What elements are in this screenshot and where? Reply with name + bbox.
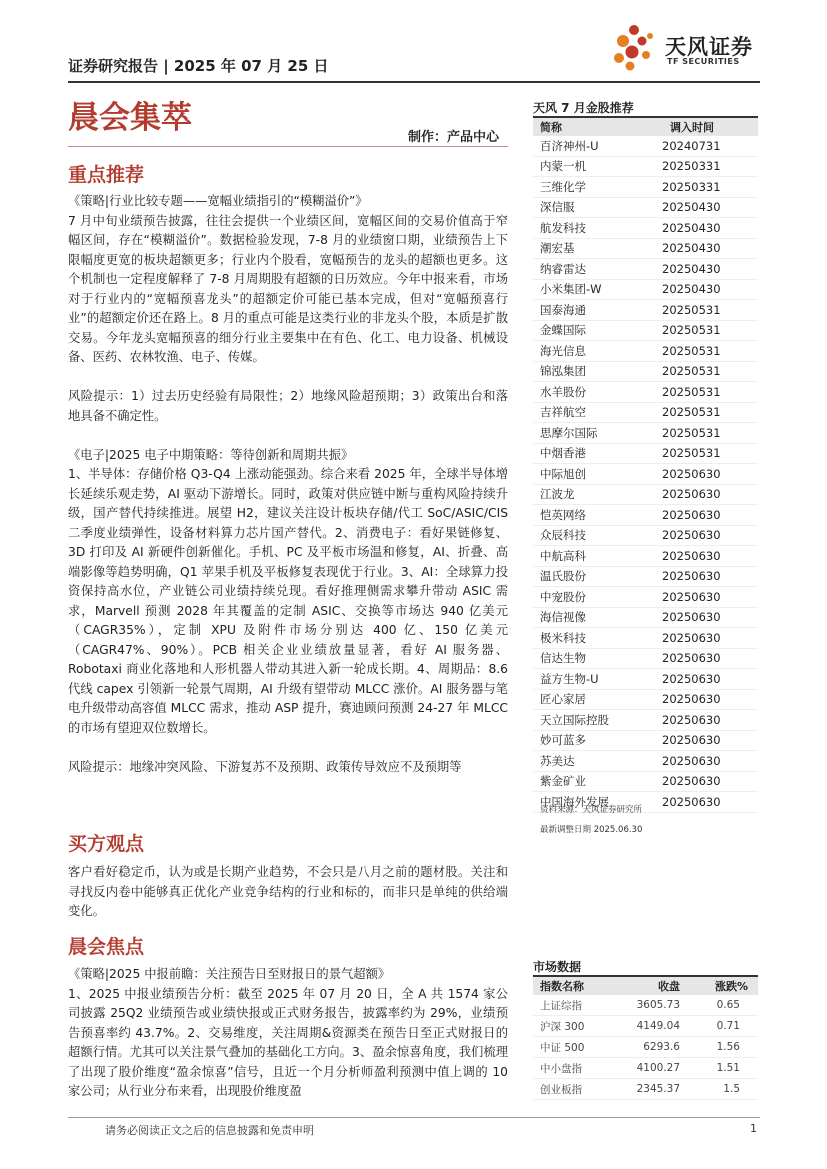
stock-date: 20250531 [662,405,721,420]
table-row [533,403,758,424]
stock-date: 20250531 [662,364,721,379]
stock-date: 20250531 [662,446,721,461]
table-row [533,751,758,772]
table-row [533,1058,758,1079]
index-close: 4100.27 [636,1062,680,1074]
table-row [533,772,758,793]
stock-name: 水羊股份 [540,384,586,399]
stock-name: 思摩尔国际 [540,425,598,440]
stock-name: 天立国际控股 [540,712,609,727]
table-row [533,567,758,588]
index-change: 1.5 [723,1083,740,1095]
stock-name: 中际旭创 [540,466,586,481]
table-row [533,587,758,608]
stock-name: 极米科技 [540,630,586,645]
index-change: 0.65 [716,999,740,1011]
stock-date: 20250630 [662,589,721,604]
gold-stocks-updated: 最新调整日期 2025.06.30 [540,825,643,835]
stock-name: 国泰海通 [540,302,586,317]
table-row [533,690,758,711]
index-name: 沪深 300 [540,1020,585,1033]
table-row [533,280,758,301]
stock-name: 吉祥航空 [540,405,586,420]
table-row [533,546,758,567]
stock-name: 中烟香港 [540,446,586,461]
paragraph: 客户看好稳定币，认为或是长期产业趋势，不会只是八月之前的题材股。关注和寻找反内卷中能够真正优化产业竞争结构的行业和标的，而非只是单纯的供给端变化。 [68,865,508,918]
stock-date: 20240731 [662,138,721,153]
stock-name: 海光信息 [540,343,586,358]
table-row [533,198,758,219]
stock-date: 20250331 [662,179,721,194]
stock-date: 20250430 [662,241,721,256]
stock-date: 20250630 [662,712,721,727]
table-row [533,300,758,321]
section-body-key [68,192,508,777]
index-close: 2345.37 [636,1083,680,1095]
table-row [533,608,758,629]
stock-date: 20250630 [662,671,721,686]
paragraph: 《策略|2025 中报前瞻：关注预告日至财报日的景气超额》 [68,967,391,981]
stock-name: 内蒙一机 [540,159,586,174]
stock-date: 20250531 [662,384,721,399]
stock-name: 紫金矿业 [540,774,586,789]
stock-name: 中航高科 [540,548,586,563]
table-row [533,423,758,444]
table-row [533,218,758,239]
table-row [533,649,758,670]
header-date: 调入时间 [670,121,714,134]
stock-date: 20250630 [662,753,721,768]
stock-date: 20250630 [662,466,721,481]
index-name: 上证综指 [540,999,582,1012]
table-row [533,1079,758,1100]
footer-divider [68,1117,760,1118]
table-row [533,505,758,526]
paragraph: 风险提示：1）过去历史经验有局限性；2）地缘风险超预期；3）政策出台和落地具备不确定性。 [68,389,508,423]
stock-date: 20250630 [662,507,721,522]
paragraph-spacer [68,738,508,758]
stock-date: 20250531 [662,343,721,358]
stock-date: 20250630 [662,548,721,563]
stock-date: 20250630 [662,794,721,809]
paragraph: 7 月中旬业绩预告披露，往往会提供一个业绩区间，宽幅区间的交易价值高于窄幅区间，存在“模糊溢价”。数据检验发现，7-8 月的业绩窗口期，业绩预告上下限幅度更宽的板块超额更多；行业内个股看，宽幅预告的龙头的超额也更多。这个机制也一定程度解释了 7-8 月周期股有超额的日历效应。今年中报来看，市场对于行业内的“宽幅预喜龙头”的超额定价可能已基本完成，但对“宽幅预喜行业”的超额定价还在路上。8 月的重点可能是这类行业的非龙头个股，本质是扩散交易。今年龙头宽幅预喜的细分行业主要集中在有色、化工、电力设备、机械设备、医药、农林牧渔、电子、传媒。 [68,213,508,364]
market-table [533,977,758,1100]
title-divider [68,146,508,147]
table-row [533,362,758,383]
stock-name: 匠心家居 [540,692,586,707]
section-body-view [68,863,508,922]
stock-rows [533,136,758,813]
stock-date: 20250531 [662,323,721,338]
stock-date: 20250430 [662,220,721,235]
table-row [533,1037,758,1058]
author: 制作：产品中心 [408,130,500,145]
stock-name: 信达生物 [540,651,586,666]
paragraph: 风险提示：地缘冲突风险、下游复苏不及预期、政策传导效应不及预期等 [68,759,462,774]
stock-date: 20250430 [662,200,721,215]
table-row [533,321,758,342]
table-row [533,382,758,403]
index-name: 创业板指 [540,1083,582,1096]
stock-date: 20250630 [662,528,721,543]
index-name: 中小盘指 [540,1062,582,1075]
index-close: 3605.73 [636,999,680,1011]
stock-name: 航发科技 [540,220,586,235]
stock-date: 20250430 [662,261,721,276]
market-title: 市场数据 [533,960,582,974]
header-change: 涨跌% [714,980,748,993]
logo-name-en: TF SECURITIES [667,57,740,66]
stock-name: 江波龙 [540,487,575,502]
index-change: 1.56 [716,1041,740,1053]
header-name: 简称 [540,121,562,134]
stock-name: 益方生物-U [540,671,599,686]
stock-date: 20250630 [662,487,721,502]
stock-name: 锦泓集团 [540,364,586,379]
table-row [533,731,758,752]
stock-name: 妙可蓝多 [540,733,586,748]
section-title-view: 买方观点 [68,833,145,855]
table-header [533,977,758,995]
table-row [533,526,758,547]
logo-name-cn: 天风证券 [665,35,753,59]
stock-date: 20250630 [662,774,721,789]
tf-logo-icon [610,22,660,74]
stock-date: 20250630 [662,569,721,584]
paragraph-spacer [68,368,508,388]
index-close: 6293.6 [643,1041,680,1053]
section-title-focus: 晨会焦点 [68,936,145,958]
index-close: 4149.04 [636,1020,680,1032]
paragraph: 1、2025 中报业绩预告分析：截至 2025 年 07 月 20 日，全 A 共 1574 家公司披露 25Q2 业绩预告或业绩快报或正式财务报告，披露率约为 29%，业绩预告预喜率约 43.7%。2、交易维度，关注周期&资源类在预告日至正式财报日的超额行情。尤其可以关注景气叠加的基础化工方向。3、盈余惊喜角度，我们梳理了出现了股价维度“盈余惊喜”信号，且近一个月分析师盈利预测中值上调的 10 家公司；从行业分布来看，出现股价维度盈 [68,986,508,1098]
stock-name: 三维化学 [540,179,586,194]
header-close: 收盘 [658,980,680,993]
table-row [533,485,758,506]
stock-date: 20250630 [662,630,721,645]
table-row [533,444,758,465]
footer-disclaimer: 请务必阅读正文之后的信息披露和免责申明 [105,1124,314,1137]
table-row [533,669,758,690]
table-row [533,464,758,485]
stock-name: 恺英网络 [540,507,586,522]
gold-stocks-table [533,118,758,813]
stock-name: 海信视像 [540,610,586,625]
page-number: 1 [750,1122,757,1135]
stock-date: 20250630 [662,651,721,666]
table-header [533,118,758,136]
paragraph: 1、半导体：存储价格 Q3-Q4 上涨动能强劲。综合来看 2025 年，全球半导体增长延续乐观走势，AI 驱动下游增长。同时，政策对供应链中断与重构风险持续升级，国产替代持续推进。展望 H2，建议关注设计板块存储/代工 SoC/ASIC/CIS 二季度业绩弹性，设备材料算力芯片国产替代。2、消费电子：看好果链修复、3D 打印及 AI 新硬件创新催化。手机、PC 及平板市场温和修复，AI、折叠、高端影像等趋势明确，Q1 苹果手机及平板修复表现优于行业。3、AI：全球算力投资保持高水位，产业链公司业绩持续兑现。看好推理侧需求攀升带动 ASIC 需求，Marvell 预测 2028 年其覆盖的定制 ASIC、交换等市场达 940 亿美元（CAGR35%），定制 XPU 及附件市场分别达 400 亿、150 亿美元（CAGR47%、90%）。PCB 相关企业业绩放量显著，看好 AI 服务器、Robotaxi 商业化落地和人形机器人带动其进入新一轮成长期。4、周期品：8.6 代线 capex 引领新一轮景气周期，AI 升级有望带动 MLCC 涨价。AI 服务器与笔电升级带动高容值 MLCC 需求，推动 ASP 提升，赛迪顾问预测 24-27 年 MLCC 的市场有望迎双位数增长。 [68,467,508,735]
stock-name: 中宠股份 [540,589,586,604]
page-title: 晨会集萃 [68,100,192,136]
stock-date: 20250630 [662,733,721,748]
stock-name: 温氏股份 [540,569,586,584]
header-index: 指数名称 [540,980,584,993]
stock-name: 小米集团-W [540,282,602,297]
stock-name: 百济神州-U [540,138,599,153]
paragraph: 《策略|行业比较专题——宽幅业绩指引的“模糊溢价”》 [68,194,368,208]
paragraph-spacer [68,426,508,446]
stock-date: 20250630 [662,692,721,707]
table-row [533,341,758,362]
table-row [533,628,758,649]
table-row [533,157,758,178]
table-row [533,239,758,260]
table-row [533,136,758,157]
index-change: 0.71 [716,1020,740,1032]
stock-name: 中国海外发展 [540,794,609,809]
section-title-key: 重点推荐 [68,164,145,186]
stock-date: 20250531 [662,425,721,440]
table-row [533,995,758,1016]
table-row [533,1016,758,1037]
header-divider [68,81,760,83]
gold-stocks-title: 天风 7 月金股推荐 [533,101,634,115]
market-rows [533,995,758,1100]
stock-name: 潮宏基 [540,241,575,256]
stock-name: 苏美达 [540,753,575,768]
index-name: 中证 500 [540,1041,585,1054]
report-type-date: 证券研究报告 | 2025 年 07 月 25 日 [68,57,329,75]
stock-name: 纳睿雷达 [540,261,586,276]
table-row [533,177,758,198]
stock-date: 20250331 [662,159,721,174]
table-row [533,710,758,731]
paragraph: 《电子|2025 电子中期策略：等待创新和周期共振》 [68,447,354,462]
stock-name: 众辰科技 [540,528,586,543]
index-change: 1.51 [716,1062,740,1074]
table-row [533,259,758,280]
stock-date: 20250531 [662,302,721,317]
stock-date: 20250430 [662,282,721,297]
stock-name: 金蝶国际 [540,323,586,338]
stock-name: 深信服 [540,200,575,215]
section-body-focus [68,965,508,1102]
gold-stocks-source: 资料来源：天风证券研究所 [540,805,643,815]
stock-date: 20250630 [662,610,721,625]
